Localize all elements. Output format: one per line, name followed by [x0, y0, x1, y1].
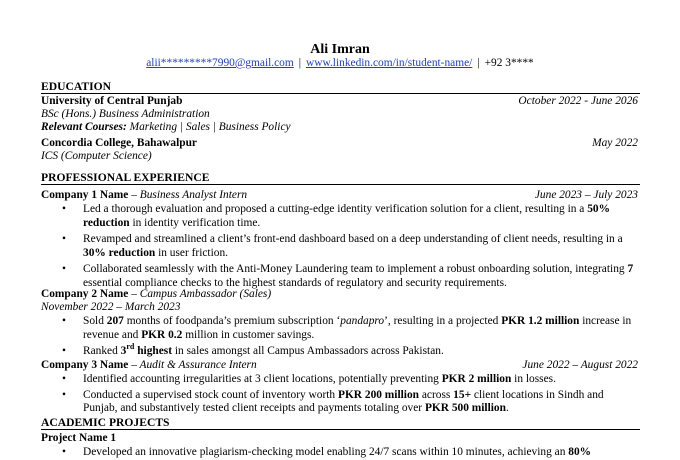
bullet-glyph: •: [62, 263, 66, 276]
list-item: • Ranked 3rd highest in sales amongst all Campus Ambassadors across Pakistan.: [62, 342, 444, 358]
company-name: Company 3 Name: [41, 359, 129, 371]
list-item: • Conducted a supervised stock count of inventory worth PKR 200 million across 15+ client locations in Sindh and Punjab, and substantively tested client receipts and payments totaling over PKR 500 million.: [62, 388, 604, 415]
education-entry-2: [41, 137, 638, 151]
project-name: [41, 432, 638, 446]
bullet-glyph: •: [62, 203, 66, 215]
school-name: University of Central Punjab: [41, 95, 183, 107]
courses-list: Marketing | Sales | Business Policy: [129, 121, 291, 133]
courses-label: Relevant Courses:: [41, 121, 127, 133]
bullet-glyph: •: [62, 373, 66, 385]
job-role: – Audit & Assurance Intern: [131, 359, 257, 371]
job-role: – Business Analyst Intern: [131, 189, 248, 201]
job-1-bullets: [60, 203, 638, 291]
project-1-bullets: [60, 446, 638, 460]
list-item: • Revamped and streamlined a client’s front-end dashboard based on a deep understanding of client needs, resulting in a 30% reduction in user friction.: [62, 233, 623, 259]
degree: [41, 108, 638, 122]
phone-number: +92 3****: [484, 57, 534, 69]
job-header-1: [41, 189, 638, 203]
candidate-name: Ali Imran: [310, 42, 370, 57]
education-date: May 2022: [592, 137, 638, 149]
section-education-heading: EDUCATION: [41, 80, 640, 94]
school-name: Concordia College, Bahawalpur: [41, 137, 197, 149]
section-projects-heading: ACADEMIC PROJECTS: [41, 416, 640, 430]
list-item: • Collaborated seamlessly with the Anti-Money Laundering team to implement a robust onboarding solution, integrating 7 essential compliance checks to the highest standards of regulatory and security requirements.: [62, 263, 634, 289]
section-experience-heading: PROFESSIONAL EXPERIENCE: [41, 171, 640, 185]
separator: |: [477, 57, 480, 69]
project-title: Project Name 1: [41, 432, 117, 444]
bullet-glyph: •: [62, 388, 66, 401]
bullet-glyph: •: [62, 446, 66, 458]
job-3-bullets: [60, 373, 638, 416]
company-name: Company 2 Name: [41, 288, 129, 300]
job-date: June 2022 – August 2022: [522, 359, 638, 371]
job-header-2: [41, 288, 638, 302]
job-role: – Campus Ambassador (Sales): [131, 288, 272, 300]
job-2-bullets: [60, 315, 638, 359]
list-item: • Sold 207 months of foodpanda’s premium subscription ‘pandapro’, resulting in a projected PKR 1.2 million increase in revenue and PKR 0.2 million in customer savings.: [62, 315, 632, 341]
company-name: Company 1 Name: [41, 189, 129, 201]
education-date: October 2022 - June 2026: [518, 95, 638, 107]
job-header-3: [41, 359, 638, 373]
bullet-glyph: •: [62, 233, 66, 246]
degree: [41, 150, 638, 164]
bullet-glyph: •: [62, 315, 66, 327]
linkedin-link[interactable]: www.linkedin.com/in/student-name/: [306, 57, 473, 69]
list-item: • Developed an innovative plagiarism-checking model enabling 24/7 scans within 10 minutes, achieving an 80%: [62, 446, 592, 458]
contact-line: [0, 57, 680, 71]
relevant-courses: [41, 121, 638, 135]
degree-text: ICS (Computer Science): [41, 150, 152, 162]
separator: |: [298, 57, 302, 69]
email-link[interactable]: alii*********7990@gmail.com: [146, 57, 294, 69]
list-item: • Led a thorough evaluation and proposed a cutting-edge identity verification solution for a client, resulting in a 50% reduction in identity verification time.: [62, 203, 610, 229]
education-entry-1: [41, 95, 638, 109]
list-item: • Identified accounting irregularities at 3 client locations, potentially preventing PKR 2 million in losses.: [62, 373, 556, 385]
bullet-glyph: •: [62, 345, 66, 358]
job-date: June 2023 – July 2023: [534, 189, 638, 201]
job-date-text: November 2022 – March 2023: [41, 301, 181, 313]
degree-text: BSc (Hons.) Business Administration: [41, 108, 210, 120]
job-date: [41, 301, 638, 315]
